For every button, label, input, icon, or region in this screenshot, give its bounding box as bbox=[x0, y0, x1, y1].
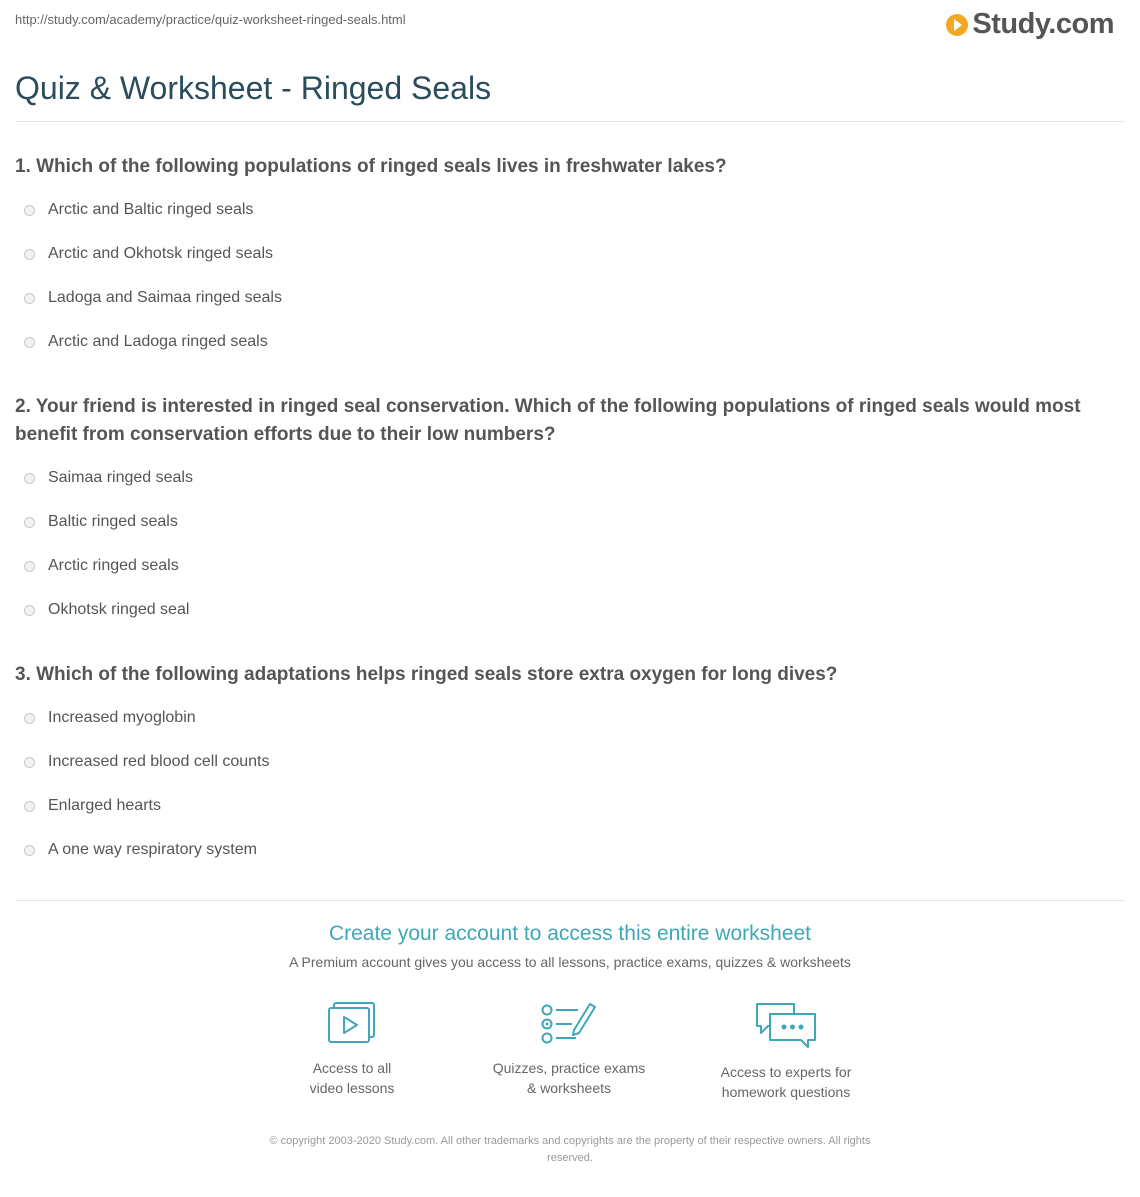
question-3: 3. Which of the following adaptations helps ringed seals store extra oxygen for long dives? bbox=[15, 664, 838, 685]
page-url: http://study.com/academy/practice/quiz-worksheet-ringed-seals.html bbox=[15, 12, 406, 27]
radio-button[interactable] bbox=[24, 337, 35, 348]
answer-label: Increased myoglobin bbox=[48, 709, 196, 726]
answer-option[interactable] bbox=[24, 544, 193, 588]
radio-button[interactable] bbox=[24, 713, 35, 724]
copyright-line: reserved. bbox=[547, 1152, 593, 1164]
page-title: Quiz & Worksheet - Ringed Seals bbox=[15, 70, 492, 106]
answer-option[interactable] bbox=[24, 500, 193, 544]
answer-option[interactable] bbox=[24, 740, 269, 784]
chat-bubbles-icon bbox=[754, 1000, 818, 1050]
feature-label-line: homework questions bbox=[721, 1084, 851, 1100]
feature-label-line: Quizzes, practice exams bbox=[492, 1060, 646, 1076]
feature-quizzes bbox=[469, 1000, 669, 1098]
radio-button[interactable] bbox=[24, 249, 35, 260]
radio-button[interactable] bbox=[24, 845, 35, 856]
logo-text: Study.com bbox=[972, 8, 1114, 40]
question-2: 2. Your friend is interested in ringed seal conservation. Which of the following populations of ringed seals would most benefit from conservation efforts due to their low numbers? bbox=[15, 396, 1081, 445]
study-logo[interactable] bbox=[946, 8, 1114, 41]
play-logo-icon bbox=[946, 14, 968, 36]
answer-label: A one way respiratory system bbox=[48, 841, 257, 858]
feature-label-line: Access to all bbox=[312, 1060, 392, 1076]
answer-option[interactable] bbox=[24, 188, 282, 232]
answer-option[interactable] bbox=[24, 696, 269, 740]
answer-option[interactable] bbox=[24, 784, 269, 828]
feature-video-lessons bbox=[252, 1000, 452, 1098]
question-1: 1. Which of the following populations of ringed seals lives in freshwater lakes? bbox=[15, 156, 727, 177]
quiz-checklist-icon bbox=[540, 1000, 598, 1046]
answer-label: Baltic ringed seals bbox=[48, 513, 178, 530]
answer-label: Arctic ringed seals bbox=[48, 557, 179, 574]
question-3-options bbox=[24, 708, 269, 872]
answer-option[interactable] bbox=[24, 456, 193, 500]
cta-divider bbox=[15, 900, 1125, 901]
radio-button[interactable] bbox=[24, 757, 35, 768]
answer-option[interactable] bbox=[24, 828, 269, 872]
answer-label: Okhotsk ringed seal bbox=[48, 601, 190, 618]
radio-button[interactable] bbox=[24, 801, 35, 812]
answer-option[interactable] bbox=[24, 232, 282, 276]
answer-option[interactable] bbox=[24, 276, 282, 320]
video-lessons-icon bbox=[326, 1000, 378, 1046]
feature-label-line: video lessons bbox=[309, 1080, 395, 1096]
answer-label: Increased red blood cell counts bbox=[48, 753, 270, 770]
answer-option[interactable] bbox=[24, 588, 193, 632]
radio-button[interactable] bbox=[24, 561, 35, 572]
feature-label-line: & worksheets bbox=[526, 1080, 612, 1096]
radio-button[interactable] bbox=[24, 605, 35, 616]
copyright-line: © copyright 2003-2020 Study.com. All other trademarks and copyrights are the property of their respective owners. All rights bbox=[269, 1135, 871, 1147]
feature-label-line: Access to experts for bbox=[720, 1064, 852, 1080]
cta-title-link[interactable]: Create your account to access this entire worksheet bbox=[328, 922, 812, 945]
answer-label: Arctic and Baltic ringed seals bbox=[48, 201, 254, 218]
question-2-options bbox=[24, 468, 193, 632]
answer-option[interactable] bbox=[24, 320, 282, 364]
radio-button[interactable] bbox=[24, 473, 35, 484]
answer-label: Arctic and Okhotsk ringed seals bbox=[48, 245, 273, 262]
radio-button[interactable] bbox=[24, 205, 35, 216]
cta-subtitle: A Premium account gives you access to all lessons, practice exams, quizzes & worksheets bbox=[289, 954, 851, 970]
answer-label: Ladoga and Saimaa ringed seals bbox=[48, 289, 282, 306]
feature-experts bbox=[686, 1000, 886, 1102]
answer-label: Enlarged hearts bbox=[48, 797, 161, 814]
radio-button[interactable] bbox=[24, 293, 35, 304]
answer-label: Arctic and Ladoga ringed seals bbox=[48, 333, 268, 350]
title-divider bbox=[15, 121, 1125, 122]
answer-label: Saimaa ringed seals bbox=[48, 469, 193, 486]
radio-button[interactable] bbox=[24, 517, 35, 528]
copyright-footer bbox=[210, 1133, 930, 1167]
question-1-options bbox=[24, 200, 282, 364]
